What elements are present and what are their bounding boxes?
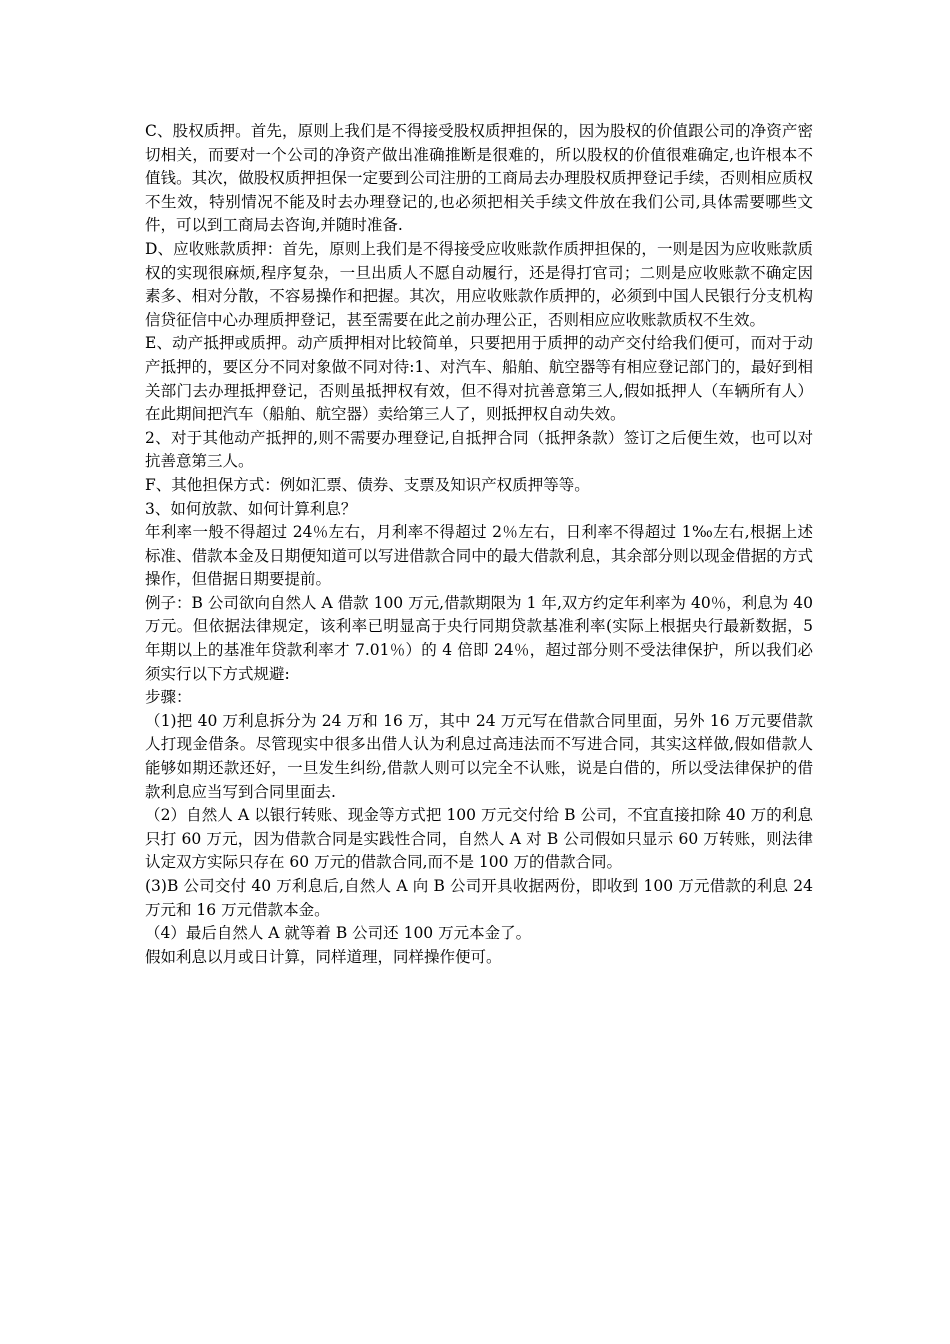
section-heading-loan-interest: 3、如何放款、如何计算利息？ xyxy=(145,499,357,518)
paragraph-receivables-pledge: D、应收账款质押：首先，原则上我们是不得接受应收账款作质押担保的，一则是因为应收账款质权的实现很麻烦,程序复杂，一旦出质人不愿自动履行，还是得打官司；二则是应收账款不确定因素多、相对分散，不容易操作和把握。其次，用应收账款作质押的，必须到中国人民银行分支机构信贷征信中心办理质押登记，甚至需要在此之前办理公正，否则相应应收账款质权不生效。 xyxy=(145,239,813,329)
paragraph-other-movable: 2、对于其他动产抵押的,则不需要办理登记,自抵押合同（抵押条款）签订之后便生效，也可以对抗善意第三人。 xyxy=(145,428,813,471)
paragraph-closing: 假如利息以月或日计算，同样道理，同样操作便可。 xyxy=(145,947,502,966)
steps-heading: 步骤： xyxy=(145,688,192,707)
step-2: （2）自然人 A 以银行转账、现金等方式把 100 万元交付给 B 公司，不宜直接扣除 40 万的利息只打 60 万元，因为借款合同是实践性合同，自然人 A 对 B 公司假如只显示 60 万转账，则法律认定双方实际只存在 60 万元的借款合同,而不是 100 万的借款合同。 xyxy=(145,806,813,872)
step-4: （4）最后自然人 A 就等着 B 公司还 100 万元本金了。 xyxy=(145,924,532,943)
paragraph-other-guarantees: F、其他担保方式：例如汇票、债券、支票及知识产权质押等等。 xyxy=(145,475,590,494)
step-3: (3)B 公司交付 40 万利息后,自然人 A 向 B 公司开具收据两份，即收到 100 万元借款的利息 24 万元和 16 万元借款本金。 xyxy=(145,877,813,919)
step-1: （1)把 40 万利息拆分为 24 万和 16 万，其中 24 万元写在借款合同里面，另外 16 万元要借款人打现金借条。尽管现实中很多出借人认为利息过高违法而不写进合同，其实这样做,假如借款人能够如期还款还好，一旦发生纠纷,借款人则可以完全不认账，说是白借的，所以受法律保护的借款利息应当写到合同里面去. xyxy=(145,711,813,801)
paragraph-example: 例子：B 公司欲向自然人 A 借款 100 万元,借款期限为 1 年,双方约定年利率为 40％，利息为 40 万元。但依据法律规定，该利率已明显高于央行同期贷款基准利率(实际上根据央行最新数据，5 年期以上的基准年贷款利率才 7.01％）的 4 倍即 24％，超过部分则不受法律保护，所以我们必须实行以下方式规避: xyxy=(145,593,813,683)
paragraph-equity-pledge: C、股权质押。首先，原则上我们是不得接受股权质押担保的，因为股权的价值跟公司的净资产密切相关，而要对一个公司的净资产做出准确推断是很难的，所以股权的价值很难确定,也许根本不值钱。其次，做股权质押担保一定要到公司注册的工商局去办理股权质押登记手续，否则相应质权不生效，特别情况不能及时去办理登记的,也必须把相关手续文件放在我们公司,具体需要哪些文件，可以到工商局去咨询,并随时准备. xyxy=(145,122,813,235)
paragraph-interest-limits: 年利率一般不得超过 24％左右，月利率不得超过 2％左右，日利率不得超过 1‰左右,根据上述标准、借款本金及日期便知道可以写进借款合同中的最大借款利息，其余部分则以现金借据的方式操作，但借据日期要提前。 xyxy=(145,523,813,589)
document-body xyxy=(145,120,813,969)
paragraph-movable-property: E、动产抵押或质押。动产质押相对比较简单，只要把用于质押的动产交付给我们便可，而对于动产抵押的，要区分不同对象做不同对待:1、对汽车、船舶、航空器等有相应登记部门的，最好到相关部门去办理抵押登记，否则虽抵押权有效，但不得对抗善意第三人,假如抵押人（车辆所有人）在此期间把汽车（船舶、航空器）卖给第三人了，则抵押权自动失效。 xyxy=(145,334,813,424)
